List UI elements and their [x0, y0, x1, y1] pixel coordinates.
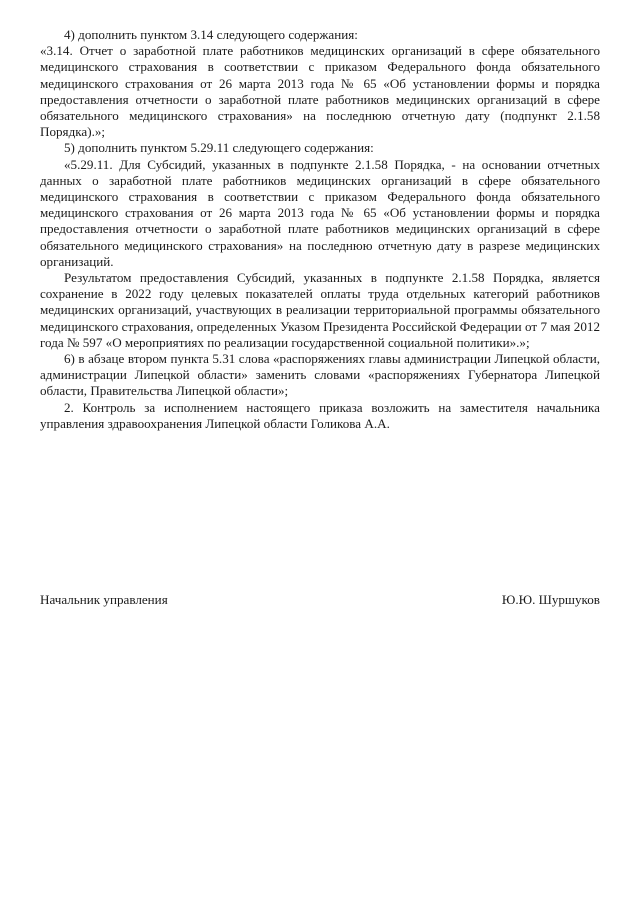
paragraph-item-6: 6) в абзаце втором пункта 5.31 слова «распоряжениях главы администрации Липецкой области, администрации Липецкой области» заменить словами «распоряжениях Губернатора Липецкой области, Правительства Липецкой области»;: [40, 351, 600, 399]
paragraph-5-29-11: «5.29.11. Для Субсидий, указанных в подпункте 2.1.58 Порядка, - на основании отчетных данных о заработной плате работников медицинских организаций в сфере обязательного медицинского страхования в соответствии с приказом Федерального фонда обязательного медицинского страхования от 26 марта 2013 года № 65 «Об установлении формы и порядка предоставления отчетности о заработной плате работников медицинских организаций в сфере обязательного медицинского страхования» на последнюю отчетную дату в разрезе медицинских организаций.: [40, 156, 600, 269]
paragraph-item-5: 5) дополнить пунктом 5.29.11 следующего содержания:: [64, 140, 374, 156]
signatory-position: Начальник управления: [40, 592, 168, 607]
document-body: [40, 27, 600, 432]
signature-block: [40, 592, 600, 608]
paragraph-3-14: «3.14. Отчет о заработной плате работников медицинских организаций в сфере обязательного медицинского страхования в соответствии с приказом Федерального фонда обязательного медицинского страхования от 26 марта 2013 года № 65 «Об установлении формы и порядка предоставления отчетности о заработной плате работников медицинских организаций в сфере обязательного медицинского страхования» на последнюю отчетную дату (подпункт 2.1.58 Порядка).»;: [40, 43, 600, 140]
paragraph-control: 2. Контроль за исполнением настоящего приказа возложить на заместителя начальника управления здравоохранения Липецкой области Голикова А.А.: [40, 399, 600, 431]
signatory-name: Ю.Ю. Шуршуков: [501, 592, 600, 607]
paragraph-result: Результатом предоставления Субсидий, указанных в подпункте 2.1.58 Порядка, является сохранение в 2022 году целевых показателей оплаты труда отдельных категорий работников медицинских организаций, участвующих в реализации территориальной программы обязательного медицинского страхования, определенных Указом Президента Российской Федерации от 7 мая 2012 года № 597 «О мероприятиях по реализации государственной социальной политики».»;: [40, 270, 600, 350]
paragraph-item-4: 4) дополнить пунктом 3.14 следующего содержания:: [64, 27, 358, 42]
